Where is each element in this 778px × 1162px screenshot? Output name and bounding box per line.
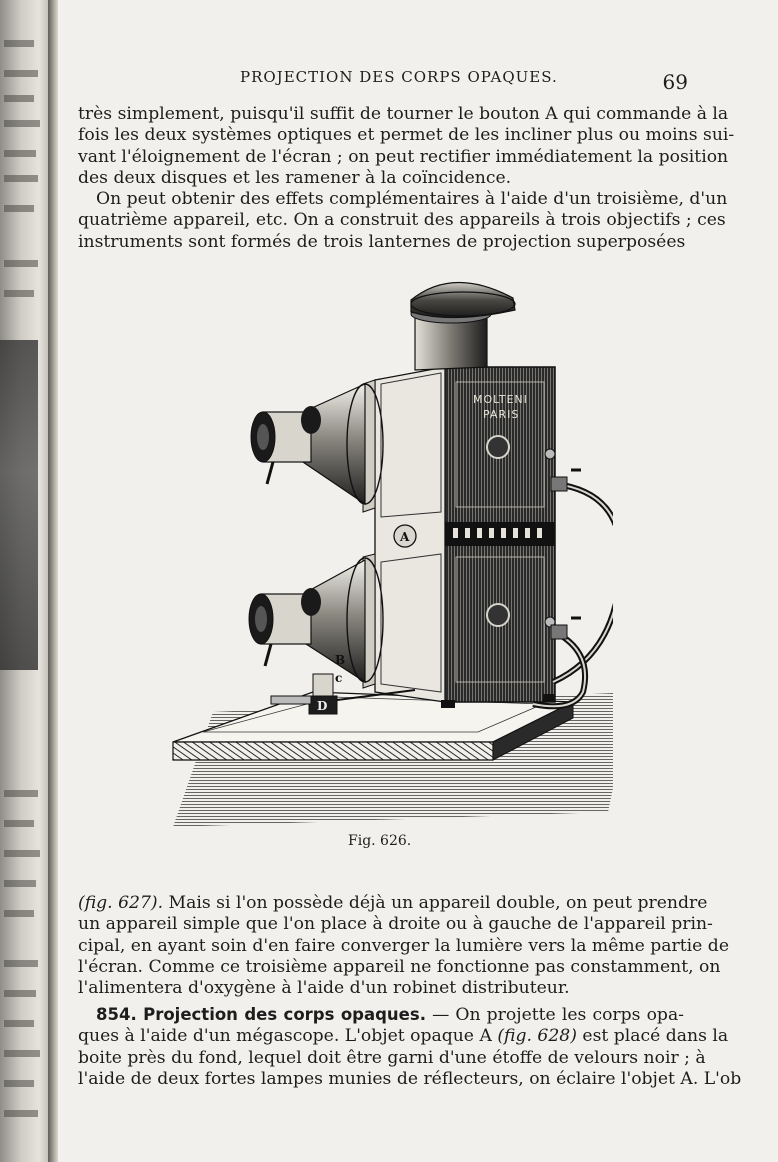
text-fragment: — On projette les corps opa- bbox=[425, 1005, 684, 1025]
text-line: boite près du fond, lequel doit être garni d'une étoffe de velours noir ; à bbox=[78, 1047, 706, 1068]
brand-molteni: MOLTENI bbox=[473, 393, 528, 406]
text-line: très simplement, puisqu'il suffit de tourner le bouton A qui commande à la bbox=[78, 104, 729, 124]
text-line bbox=[78, 1026, 729, 1047]
label-a: A bbox=[400, 530, 410, 544]
figure-reference: (fig. 628) bbox=[497, 1026, 577, 1047]
text-line bbox=[78, 893, 708, 914]
left-page-edge bbox=[0, 0, 52, 1162]
text-line: des deux disques et les ramener à la coïncidence. bbox=[78, 167, 512, 188]
label-c: c bbox=[335, 671, 343, 685]
paragraph-middle bbox=[78, 893, 729, 999]
page-number: 69 bbox=[662, 70, 688, 94]
left-page-figure bbox=[0, 340, 38, 670]
running-title: PROJECTION DES CORPS OPAQUES. bbox=[240, 68, 558, 86]
text-fragment: Mais si l'on possède déjà un appareil double, on peut prendre bbox=[163, 893, 708, 913]
label-b: B bbox=[335, 653, 346, 667]
paragraph-section-854 bbox=[78, 1004, 742, 1090]
text-line: cipal, en ayant soin d'en faire converger la lumière vers la même partie de bbox=[78, 935, 729, 956]
section-heading: 854. Projection des corps opaques. bbox=[96, 1005, 426, 1024]
figure-caption: Fig. 626. bbox=[348, 833, 412, 849]
projector-illustration bbox=[153, 272, 613, 832]
text-fragment: est placé dans la bbox=[576, 1026, 729, 1047]
text-line: On peut obtenir des effets complémentaires à l'aide d'un troisième, d'un bbox=[96, 189, 728, 210]
brand-paris: PARIS bbox=[483, 408, 520, 421]
text-line: un appareil simple que l'on place à droite ou à gauche de l'appareil prin- bbox=[78, 914, 713, 935]
text-line: l'aide de deux fortes lampes munies de réflecteurs, on éclaire l'objet A. L'ob bbox=[78, 1068, 742, 1089]
text-line: fois les deux systèmes optiques et permet de les incliner plus ou moins sui- bbox=[78, 125, 735, 146]
label-d: D bbox=[317, 699, 328, 713]
figure-reference: (fig. 627). bbox=[78, 893, 164, 913]
text-line bbox=[78, 1004, 684, 1026]
text-fragment: ques à l'aide d'un mégascope. L'objet opaque A bbox=[78, 1026, 498, 1047]
text-line: quatrième appareil, etc. On a construit des appareils à trois objectifs ; ces bbox=[78, 210, 726, 231]
text-line: l'alimentera d'oxygène à l'aide d'un robinet distributeur. bbox=[78, 978, 570, 999]
text-line: instruments sont formés de trois lanternes de projection superposées bbox=[78, 231, 686, 252]
text-line: l'écran. Comme ce troisième appareil ne fonctionne pas constamment, on bbox=[78, 956, 721, 977]
text-line: vant l'éloignement de l'écran ; on peut rectifier immédiatement la position bbox=[78, 146, 729, 167]
book-page bbox=[58, 0, 778, 1162]
paragraph-top bbox=[78, 104, 735, 253]
